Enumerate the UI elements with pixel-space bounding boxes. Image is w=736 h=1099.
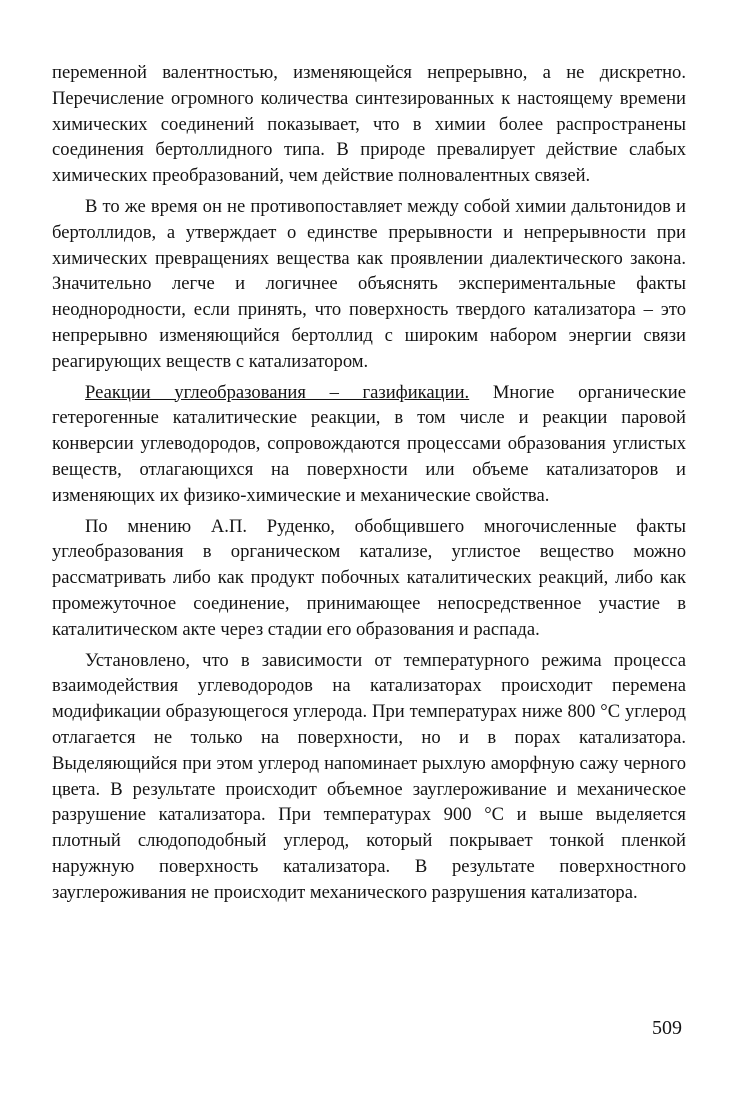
paragraph-2 (52, 194, 686, 375)
paragraph-3 (52, 380, 686, 509)
paragraph-5-text: Установлено, что в зависимости от температурного режима процесса взаимодействия углеводородов на катализаторах происходит перемена модификации образующегося углерода. При температурах ниже 800 °С углерод отлагается не только на поверхности, но и в порах катализатора. Выделяющийся при этом углерод напоминает рыхлую аморфную сажу черного цвета. В результате происходит объемное зауглероживание и механическое разрушение катализатора. При температурах 900 °С и выше выделяется плотный слюдоподобный углерод, который покрывает тонкой пленкой наружную поверхность катализатора. В результате поверхностного зауглероживания не происходит механического разрушения катализатора. (52, 649, 686, 903)
section-heading-underlined: Реакции углеобразования – газификации. (85, 381, 470, 403)
paragraph-5 (52, 648, 686, 906)
paragraph-4-text: По мнению А.П. Руденко, обобщившего многочисленные факты углеобразования в органическом катализе, углистое вещество можно рассматривать либо как продукт побочных каталитических реакций, либо как промежуточное соединение, принимающее непосредственное участие в каталитическом акте через стадии его образования и распада. (52, 515, 686, 640)
paragraph-2-text: В то же время он не противопоставляет между собой химии дальтонидов и бертоллидов, а утверждает о единстве прерывности и непрерывности при химических превращениях вещества как проявлении диалектического закона. Значительно легче и логичнее объяснять экспериментальные факты неоднородности, если принять, что поверхность твердого катализатора – это непрерывно изменяющийся бертоллид с широким набором энергии связи реагирующих веществ с катализатором. (52, 195, 686, 372)
page-number: 509 (652, 1017, 682, 1039)
paragraph-1 (52, 60, 686, 189)
paragraph-4 (52, 514, 686, 643)
paragraph-3-text: Многие органические гетерогенные каталитические реакции, в том числе и реакции паровой конверсии углеводородов, сопровождаются процессами образования углистых веществ, отлагающихся на поверхности или объеме катализаторов и изменяющих их физико-химические и механические свойства. (52, 381, 686, 506)
paragraph-1-text: переменной валентностью, изменяющейся непрерывно, а не дискретно. Перечисление огромного количества синтезированных к настоящему времени химических соединений показывает, что в химии более распространены соединения бертоллидного типа. В природе превалирует действие слабых химических преобразований, чем действие полновалентных связей. (52, 62, 686, 187)
page-text (52, 60, 686, 911)
